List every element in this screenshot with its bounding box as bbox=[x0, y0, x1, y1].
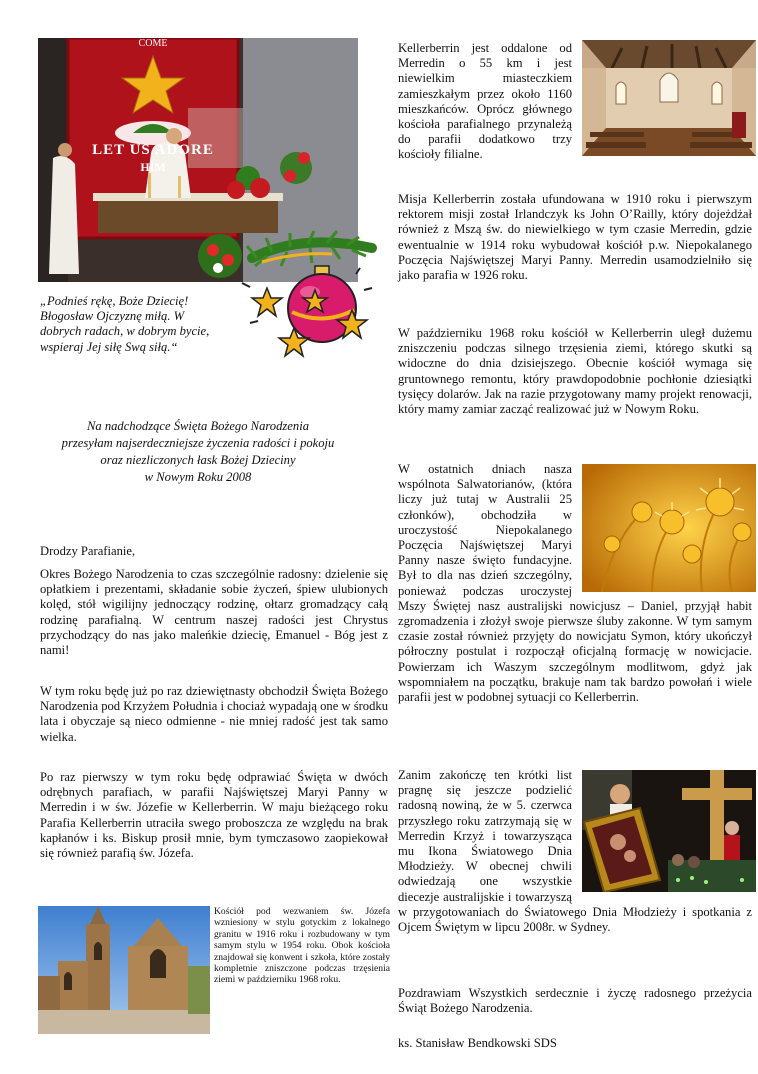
right-paragraph-4-intro: W ostatnich dniach nasza wspólnota Salwatorianów, (która liczy już tutaj w Australii 25 członków), obchodziła w uroczystość Niepokalanego Poczęcia Najświętszej Maryi Panny nasze święto fundacyjne. Był to dla nas dzień szczególny, ponieważ podczas uroczystej Mszy Świętej nasz australijski nowicjusz – Daniel, przyjął habit zgromadzenia i złożył swoje pierwsze śluby zakonne. W tym samym czasie został również przyjęty do nowicjatu Symon, który ukończył półroczny postulat i rozpoczął oficjalną formację w nowicjacie. Powierzam ich Waszym szczególnym modlitwom, gdyż jak wspomniałem na początku, brakuje nam tak bardzo powołań i wiele parafii jest w podobnej sytuacji co Kellerberrin. bbox=[398, 462, 752, 705]
christmas-greeting bbox=[38, 418, 358, 486]
church-photo bbox=[38, 906, 210, 1034]
poem-quote: „Podnieś rękę, Boże Dziecię! Błogosław Ojczyznę miłą. W dobrych radach, w dobrym bycie, wspieraj Jej siłę Swą siłą.“ bbox=[40, 294, 210, 354]
christmas-ornament-icon bbox=[232, 228, 382, 378]
banner-main-text: LET US ADORE bbox=[92, 142, 214, 158]
signature: ks. Stanisław Bendkowski SDS bbox=[398, 1036, 557, 1050]
left-paragraph-1: Okres Bożego Narodzenia to czas szczególnie radosny: dzielenie się opłatkiem i prezentami, składanie sobie życzeń, śpiew ulubionych kolęd, stół wigilijny jednoczący rodzinę, ołtarz gromadzący całą rodzinę parafialną. W centrum naszej radości jest Chrystus przychodzący do nas jako maleńkie dziecię, Emanuel - Bóg jest z nami! bbox=[40, 567, 388, 658]
left-paragraph-3: Po raz pierwszy w tym roku będę odprawiać Święta w dwóch odrębnych parafiach, w parafii Najświętszej Maryi Panny w Merredin i w św. Józefie w Kellerberrin. W maju bieżącego roku Parafia Kellerberrin utraciła swego proboszcza ze względu na brak kapłanów i ks. Biskup prosił mnie, bym tymczasowo zaopiekował się również parafią św. Józefa. bbox=[40, 770, 388, 861]
greeting-line: przesyłam najserdeczniejsze życzenia radości i pokoju bbox=[61, 436, 335, 450]
greeting-line: w Nowym Roku 2008 bbox=[144, 470, 252, 484]
salutation: Drodzy Parafianie, bbox=[40, 544, 136, 558]
right-paragraph-5: Zanim zakończę ten krótki list pragnę się jeszcze podzielić radosną nowiną, że w 5. czerwca przyszłego roku zatrzymają się w Merredin Krzyż i towarzysząca mu Ikona Światowego Dnia Młodzieży. W obecnej chwili odwiedzają one wszystkie diecezje australijskie i towarzyszą w przygotowaniach do Światowego Dnia Młodzieży i spotkania z Ojcem Świętym w lipcu 2008r. w Sydney. bbox=[398, 768, 752, 935]
right-paragraph-6: Pozdrawiam Wszystkich serdecznie i życzę radosnego przeżycia Świąt Bożego Narodzenia. bbox=[398, 986, 752, 1016]
image-wrap-spacer bbox=[572, 41, 752, 151]
image-wrap-spacer bbox=[572, 462, 752, 590]
left-paragraph-2: W tym roku będę już po raz dziewiętnasty obchodził Święta Bożego Narodzenia pod Krzyżem Południa i chociaż wypadają one w środku lata i obyczaje są nieco odmienne - nie mniej radość jest tak samo wielka. bbox=[40, 684, 388, 744]
church-caption: Kościół pod wezwaniem św. Józefa wzniesiony w stylu gotyckim z lokalnego granitu w 1916 roku i rozbudowany w tym samym stylu w 1954 roku. Obok kościoła znajdował się konwent i szkoła, które zostały kompletnie zniszczone podczas trzęsienia ziemi w październiku 1968 roku. bbox=[214, 906, 390, 986]
banner-sub-text: HIM bbox=[140, 160, 166, 174]
right-paragraph-1: Kellerberrin jest oddalone od Merredin o 55 km i jest niewielkim miasteczkiem zamieszkałym przez około 1160 mieszkańców. Oprócz głównego kościoła parafialnego przynależą do parafii dodatkowo trzy kościoły filialne. bbox=[398, 41, 752, 163]
image-wrap-spacer bbox=[572, 768, 752, 904]
right-paragraph-2: Misja Kellerberrin została ufundowana w 1910 roku i pierwszym rektorem misji został Irlandczyk ks John O’Railly, który dojeżdżał również z Mszą św. do niewielkiego w tym czasie Merredin, gdzie ewentualnie w 1914 roku wybudował kościół p.w. Niepokalanego Poczęcia Najświętszej Maryi Panny. Merredin usamodzielniło się jako parafia w 1926 roku. bbox=[398, 192, 752, 283]
banner-top-text: COME bbox=[138, 38, 168, 49]
greeting-line: oraz niezliczonych łask Bożej Dzieciny bbox=[100, 453, 296, 467]
greeting-line: Na nadchodzące Święta Bożego Narodzenia bbox=[86, 419, 309, 433]
right-paragraph-3: W październiku 1968 roku kościół w Kellerberrin uległ dużemu zniszczeniu podczas silnego trzęsienia ziemi, którego skutki są widoczne do dnia dzisiejszego. Obecnie kościół wymaga się gruntownego remontu, który prawdopodobnie pochłonie dziesiątki tysięcy dolarów. Jak na razie przygotowany mamy projekt renowacji, który mamy zamiar zacząć realizować już w Nowym Roku. bbox=[398, 326, 752, 417]
